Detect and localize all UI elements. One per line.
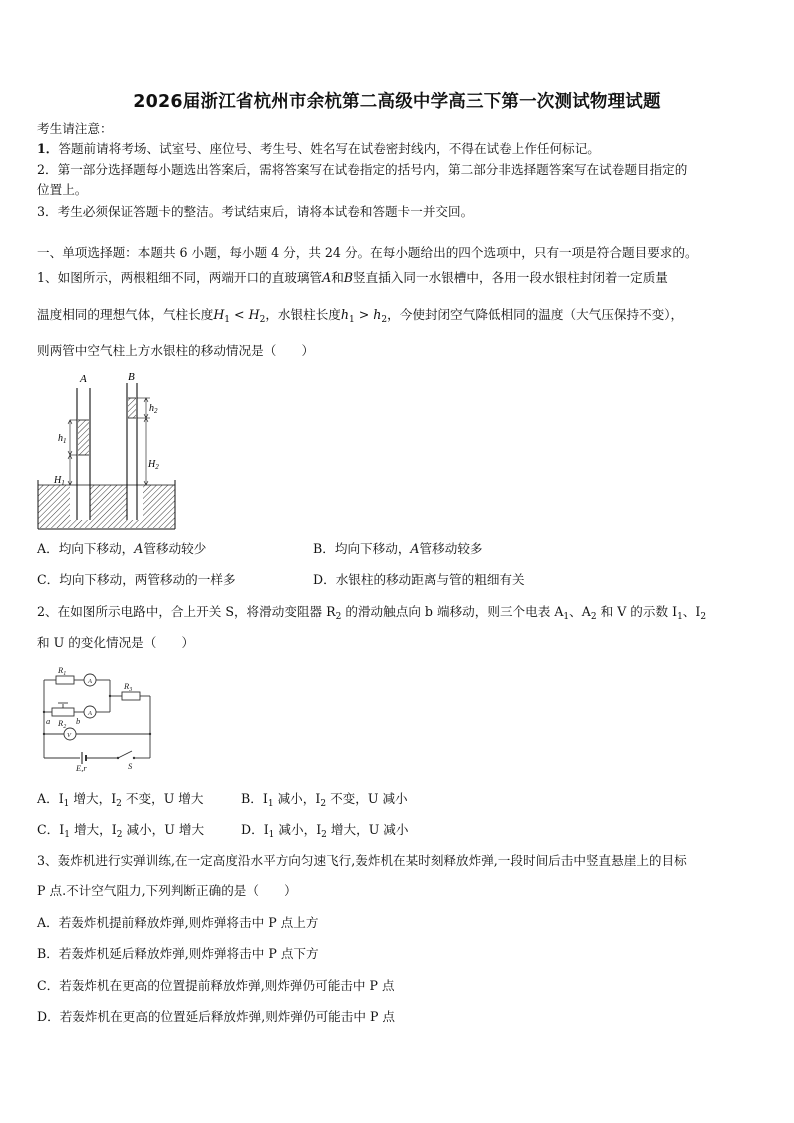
notice-item-2a: 2．第一部分选择题每小题选出答案后，需将答案写在试卷指定的括号内，第二部分非选择题答案写在试卷题目指定的 bbox=[37, 162, 688, 177]
q2-option-b-3: 不变，U 减小 bbox=[326, 791, 408, 806]
label-b: B bbox=[128, 371, 135, 383]
rheostat-r2 bbox=[52, 708, 74, 716]
notice-item-1-number: 1． bbox=[37, 141, 59, 156]
label-battery: E,r bbox=[76, 763, 87, 772]
tubes-figure bbox=[30, 368, 190, 534]
q1-option-a-post: 管移动较少 bbox=[143, 541, 207, 556]
q2-text-b: 的滑动触点向 b 端移动，则三个电表 A bbox=[341, 604, 564, 619]
q1-and: 和 bbox=[331, 270, 344, 285]
q1-text-e: ，今使封闭空气降低相同的温度（大气压保持不变）， bbox=[387, 307, 684, 322]
q1-option-a bbox=[37, 541, 206, 557]
label-r2: $R_2$ bbox=[58, 718, 67, 730]
notice-heading: 考生请注意： bbox=[37, 121, 113, 136]
label-a: A bbox=[80, 373, 87, 385]
mercury-body bbox=[38, 485, 175, 528]
q1-H1: H bbox=[213, 307, 225, 322]
q2-I1-sub: 1 bbox=[677, 612, 683, 622]
notice-item-3: 3．考生必须保证答题卡的整洁。考试结束后，请将本试卷和答题卡一并交回。 bbox=[37, 204, 474, 219]
q1-H2: H bbox=[248, 307, 260, 322]
circuit-figure bbox=[36, 660, 158, 772]
q1-gt: > bbox=[354, 307, 374, 322]
page-title: 2026届浙江省杭州市余杭第二高级中学高三下第一次测试物理试题 bbox=[133, 92, 661, 112]
q1-line-1 bbox=[37, 270, 668, 286]
tube-a-mercury-column bbox=[78, 420, 89, 455]
q2-option-d-2: 减小，I bbox=[274, 822, 322, 837]
label-r1: $R_1$ bbox=[58, 665, 67, 677]
label-ammeter-1: A bbox=[88, 678, 92, 685]
q3-option-b: B．若轰炸机延后释放炸弹,则炸弹将击中 P 点下方 bbox=[37, 946, 319, 961]
q2-I2-sub: 2 bbox=[700, 612, 707, 622]
notice-item-2b: 位置上。 bbox=[37, 182, 88, 197]
q2-option-c-2: 增大，I bbox=[69, 822, 117, 837]
label-a-end: a bbox=[46, 716, 51, 726]
q1-h2: h bbox=[373, 307, 382, 322]
q1-H1-sub: 1 bbox=[224, 315, 231, 325]
q1-lt: < bbox=[230, 307, 249, 322]
q1-tube-a: A bbox=[322, 270, 332, 285]
q3-line-2: P 点.不计空气阻力,下列判断正确的是（ ） bbox=[37, 883, 297, 898]
q3-option-c: C．若轰炸机在更高的位置提前释放炸弹,则炸弹仍可能击中 P 点 bbox=[37, 978, 395, 993]
q1-text-a: 1、如图所示，两根粗细不同，两端开口的直玻璃管 bbox=[37, 270, 323, 285]
q2-A1-sub: 1 bbox=[563, 612, 570, 622]
q1-text-d: ，水银柱长度 bbox=[265, 307, 341, 322]
q2-text-e: 、I bbox=[682, 604, 701, 619]
q3-option-a: A．若轰炸机提前释放炸弹,则炸弹将击中 P 点上方 bbox=[37, 915, 319, 930]
q2-option-b bbox=[241, 791, 408, 807]
q2-option-c-3: 减小，U 增大 bbox=[122, 822, 205, 837]
q1-h2-sub: 2 bbox=[381, 315, 388, 325]
q2-option-d-1: D．I bbox=[241, 822, 269, 837]
q2-option-d-sub2: 2 bbox=[321, 830, 327, 840]
notice-item-1 bbox=[37, 141, 600, 157]
resistor-r3 bbox=[122, 692, 140, 700]
label-b-end: b bbox=[76, 716, 81, 726]
q2-text-a: 2、在如图所示电路中，合上开关 S，将滑动变阻器 R bbox=[37, 604, 336, 619]
q1-option-b-pre: B．均向下移动， bbox=[313, 541, 411, 556]
q2-option-a-3: 不变，U 增大 bbox=[121, 791, 204, 806]
q2-option-a-sub1: 1 bbox=[63, 799, 70, 809]
tube-b-mercury-column bbox=[128, 398, 136, 418]
q2-option-b-sub1: 1 bbox=[267, 799, 274, 809]
label-voltmeter: V bbox=[67, 732, 71, 739]
q2-A2-sub: 2 bbox=[590, 612, 597, 622]
q2-option-c-1: C．I bbox=[37, 822, 65, 837]
label-switch: S bbox=[128, 761, 133, 771]
label-H2: $H_2$ bbox=[148, 459, 159, 471]
section-heading: 一、单项选择题：本题共 6 小题，每小题 4 分，共 24 分。在每小题给出的四个选项中，只有一项是符合题目要求的。 bbox=[37, 245, 698, 260]
q2-option-a-sub2: 2 bbox=[116, 799, 122, 809]
q2-text-d: 和 V 的示数 I bbox=[596, 604, 678, 619]
q2-option-b-sub2: 2 bbox=[320, 799, 327, 809]
q1-option-b bbox=[313, 541, 483, 557]
q2-R2-sub: 2 bbox=[335, 612, 342, 622]
q2-option-a bbox=[37, 791, 204, 807]
q2-option-c bbox=[37, 822, 204, 838]
q1-option-c: C．均向下移动，两管移动的一样多 bbox=[37, 572, 236, 587]
q2-option-d-sub1: 1 bbox=[268, 830, 275, 840]
q1-line-3: 则两管中空气柱上方水银柱的移动情况是（ ） bbox=[37, 343, 315, 358]
q1-option-a-tube: A bbox=[134, 541, 144, 556]
q1-text-b: 竖直插入同一水银槽中，各用一段水银柱封闭着一定质量 bbox=[353, 270, 668, 285]
q2-option-c-sub1: 1 bbox=[64, 830, 70, 840]
label-h1: $h_1$ bbox=[58, 433, 67, 445]
q1-option-b-post: 管移动较多 bbox=[419, 541, 483, 556]
q1-option-a-pre: A．均向下移动， bbox=[37, 541, 135, 556]
switch-s bbox=[118, 751, 132, 758]
q2-option-a-2: 增大，I bbox=[69, 791, 117, 806]
q2-option-b-2: 减小，I bbox=[273, 791, 321, 806]
q1-option-d: D．水银柱的移动距离与管的粗细有关 bbox=[313, 572, 525, 587]
q1-line-2 bbox=[37, 307, 683, 323]
resistor-r1 bbox=[56, 676, 74, 684]
q1-tube-b: B bbox=[343, 270, 354, 285]
q2-text-c: 、A bbox=[569, 604, 591, 619]
q1-h1-sub: 1 bbox=[349, 315, 355, 325]
q3-option-d: D．若轰炸机在更高的位置延后释放炸弹,则炸弹仍可能击中 P 点 bbox=[37, 1009, 396, 1024]
q2-option-c-sub2: 2 bbox=[116, 830, 123, 840]
q2-line-1 bbox=[37, 604, 706, 620]
q2-option-b-1: B．I bbox=[241, 791, 268, 806]
q2-option-a-1: A．I bbox=[37, 791, 64, 806]
q2-option-d bbox=[241, 822, 409, 838]
label-H1: $H_1$ bbox=[54, 475, 65, 487]
q1-text-c: 温度相同的理想气体，气柱长度 bbox=[37, 307, 214, 322]
q1-H2-sub: 2 bbox=[259, 315, 266, 325]
label-ammeter-2: A bbox=[88, 710, 92, 717]
label-h2: $h_2$ bbox=[149, 403, 158, 415]
label-r3: $R_3$ bbox=[124, 681, 133, 693]
notice-item-1-text: 答题前请将考场、试室号、座位号、考生号、姓名写在试卷密封线内，不得在试卷上作任何标记。 bbox=[58, 141, 600, 156]
q2-line-2: 和 U 的变化情况是（ ） bbox=[37, 635, 195, 650]
q2-option-d-3: 增大，U 减小 bbox=[326, 822, 409, 837]
q3-line-1: 3、轰炸机进行实弹训练,在一定高度沿水平方向匀速飞行,轰炸机在某时刻释放炸弹,一段时间后击中竖直悬崖上的目标 bbox=[37, 853, 687, 868]
q1-option-b-tube: A bbox=[410, 541, 420, 556]
q1-h1: h bbox=[340, 307, 349, 322]
